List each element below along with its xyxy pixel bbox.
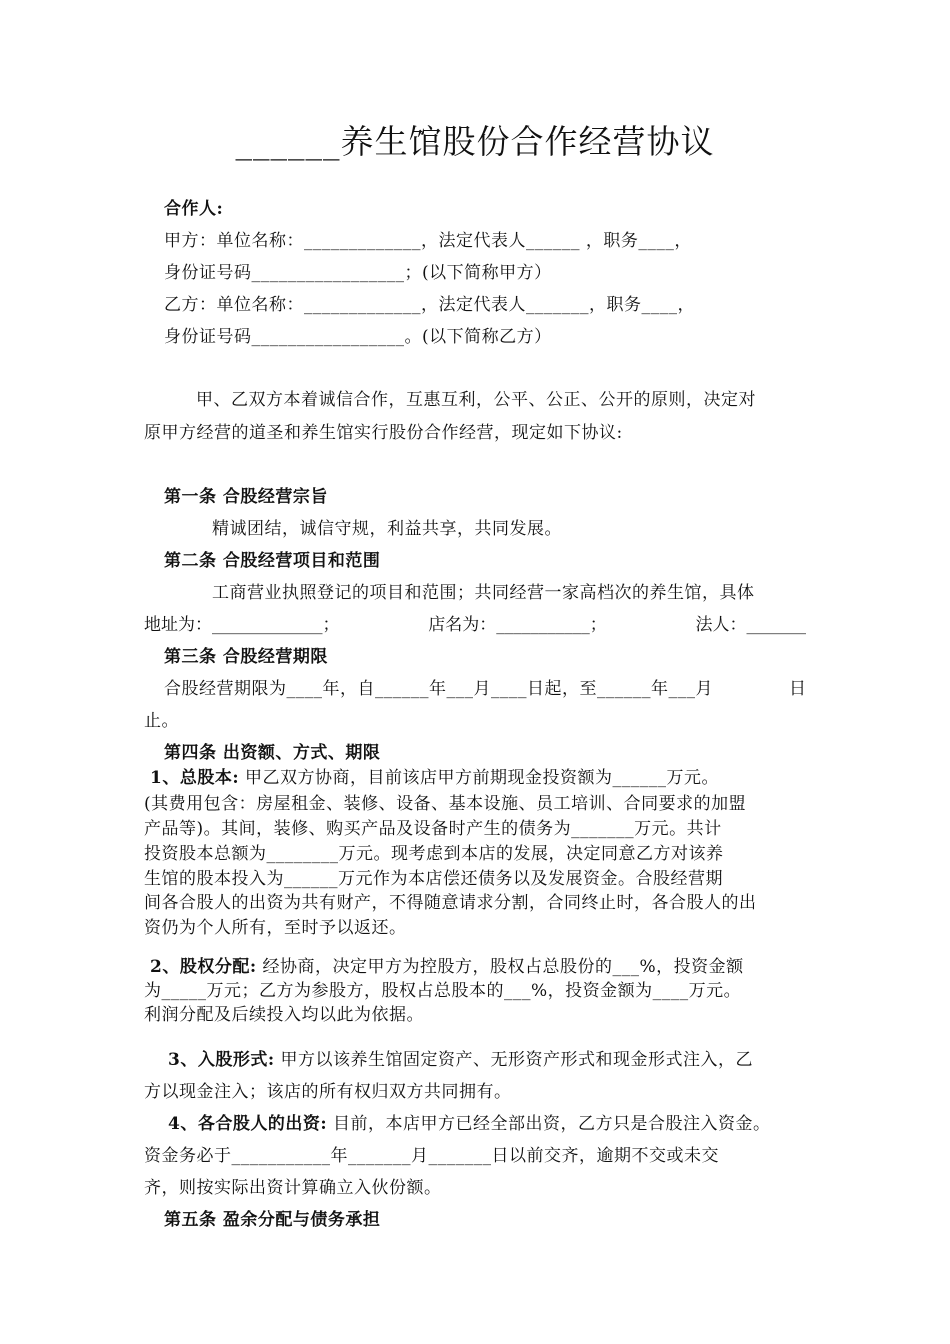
item1-line6: 间各合股人的出资为共有财产，不得随意请求分割，合同终止时，各合股人的出 (144, 893, 757, 913)
item1-text: 甲乙双方协商，目前该店甲方前期现金投资额为______万元。 (245, 768, 720, 788)
item1-line3: 产品等)。其间，装修、购买产品及设备时产生的债务为_______万元。共计 (144, 819, 722, 839)
item2-label: 2、股权分配: (150, 957, 257, 977)
party-a-line1: 甲方：单位名称：_____________，法定代表人______ ，职务____， (164, 231, 692, 251)
party-a-line2: 身份证号码_________________；(以下简称甲方） (164, 263, 552, 283)
article5-heading: 第五条 盈余分配与债务承担 (164, 1210, 381, 1230)
item3-line1 (168, 1049, 753, 1071)
item1-label: 1、总股本: (150, 768, 240, 788)
party-b-line2: 身份证号码_________________。(以下简称乙方） (164, 327, 552, 347)
item1-line7: 资仍为个人所有，至时予以返还。 (144, 918, 407, 938)
article2-heading: 第二条 合股经营项目和范围 (164, 551, 381, 571)
item1-line1 (150, 767, 719, 789)
article1-body: 精诚团结，诚信守规，利益共享，共同发展。 (212, 519, 562, 539)
article1-heading: 第一条 合股经营宗旨 (164, 487, 328, 507)
item4-line1 (168, 1113, 771, 1135)
item1-line4: 投资股本总额为________万元。现考虑到本店的发展，决定同意乙方对该养 (144, 844, 724, 864)
article3-line1: 合股经营期限为____年，自______年___月____日起，至______年___月 (164, 679, 713, 699)
legal-person-field: 法人：_______ (695, 615, 806, 635)
article3-heading: 第三条 合股经营期限 (164, 647, 328, 667)
store-name-field: 店名为：___________； (428, 615, 607, 635)
party-b-line1: 乙方：单位名称：_____________，法定代表人_______，职务____， (164, 295, 695, 315)
partners-heading: 合作人: (164, 199, 224, 219)
item1-line5: 生馆的股本投入为______万元作为本店偿还债务以及发展资金。合股经营期 (144, 869, 723, 889)
item2-line3: 利润分配及后续投入均以此为依据。 (144, 1005, 424, 1025)
item2-line1 (150, 956, 744, 978)
item2-text: 经协商，决定甲方为控股方，股权占总股份的___%，投资金额 (262, 957, 744, 977)
document-title: ______养生馆股份合作经营协议 (235, 122, 715, 161)
item3-text: 甲方以该养生馆固定资产、无形资产形式和现金形式注入，乙 (280, 1050, 754, 1070)
item2-line2: 为_____万元；乙方为参股方，股权占总股本的___%，投资金额为____万元。 (144, 981, 742, 1001)
article3-line2: 止。 (144, 711, 179, 731)
item4-line3: 齐，则按实际出资计算确立入伙份额。 (144, 1178, 442, 1198)
item3-label: 3、入股形式: (168, 1050, 275, 1070)
item1-line2: (其费用包含：房屋租金、装修、设备、基本设施、员工培训、合同要求的加盟 (144, 794, 747, 814)
article2-line2 (144, 614, 806, 636)
address-field: 地址为：_____________； (144, 615, 340, 635)
article2-line1: 工商营业执照登记的项目和范围；共同经营一家高档次的养生馆，具体 (212, 583, 755, 603)
item4-label: 4、各合股人的出资: (168, 1114, 328, 1134)
item4-line2: 资金务必于___________年_______月_______日以前交齐，逾期不交或未交 (144, 1146, 719, 1166)
item4-text: 目前，本店甲方已经全部出资，乙方只是合股注入资金。 (333, 1114, 771, 1134)
intro-line2: 原甲方经营的道圣和养生馆实行股份合作经营，现定如下协议: (144, 423, 623, 443)
intro-line1: 甲、乙双方本着诚信合作，互惠互利，公平、公正、公开的原则，决定对 (196, 390, 756, 410)
item3-line2: 方以现金注入；该店的所有权归双方共同拥有。 (144, 1082, 512, 1102)
article3-line1-day: 日 (789, 679, 807, 699)
article4-heading: 第四条 出资额、方式、期限 (164, 743, 381, 763)
